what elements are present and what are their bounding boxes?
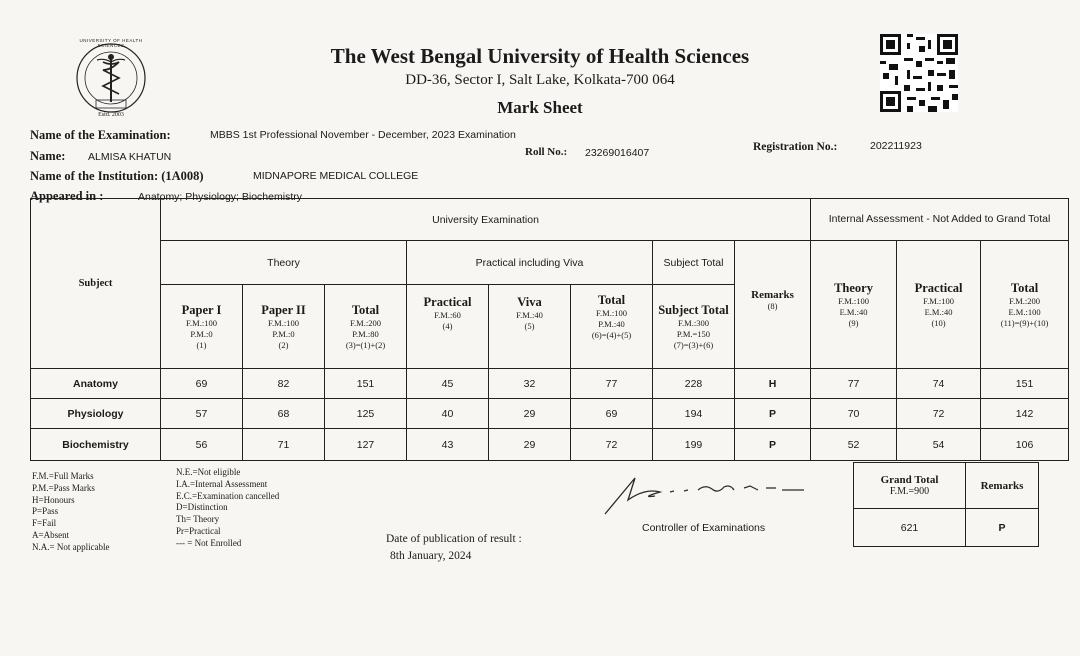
paper-1-header: Paper I F.M.:100 P.M.:0 (1): [161, 285, 243, 369]
subject-name: Anatomy: [31, 369, 161, 399]
exam-label: Name of the Examination:: [30, 128, 171, 142]
legend-middle: N.E.=Not eligible I.A.=Internal Assessment E.C.=Examination cancelled D=Distinction Th= Theory Pr=Practical --- = Not Enrolled: [176, 467, 280, 548]
theory-total: 127: [325, 429, 407, 461]
mark-sheet-title: Mark Sheet: [497, 98, 583, 117]
ia-total-mark: 142: [981, 399, 1069, 429]
grand-remarks-value: P: [966, 509, 1039, 547]
remarks-value: P: [735, 429, 811, 461]
subject-total-group-header: Subject Total: [653, 241, 735, 285]
ia-theory-mark: 70: [811, 399, 897, 429]
practical-total: 77: [571, 369, 653, 399]
paper-2-mark: 68: [243, 399, 325, 429]
viva-mark: 29: [489, 429, 571, 461]
publication-date: 8th January, 2024: [390, 550, 472, 562]
legend-left: F.M.=Full Marks P.M.=Pass Marks H=Honours P=Pass F=Fail A=Absent N.A.= Not applicable: [32, 471, 110, 552]
institution-value: MIDNAPORE MEDICAL COLLEGE: [253, 170, 419, 182]
subject-total: 228: [653, 369, 735, 399]
registration-label: Registration No.:: [753, 141, 838, 153]
subject-name: Biochemistry: [31, 429, 161, 461]
name-value: ALMISA KHATUN: [88, 151, 172, 163]
table-row: [31, 429, 1069, 461]
institution-label: Name of the Institution: (1A008): [30, 169, 204, 183]
practical-group-header: Practical including Viva: [407, 241, 653, 285]
practical-header: Practical F.M.:60 (4): [407, 285, 489, 369]
logo-ring-text: UNIVERSITY OF HEALTH SCIENCES: [79, 38, 143, 48]
remarks-header-cell: [735, 241, 811, 369]
grand-total-value: 621: [854, 509, 966, 547]
qr-code-icon: [880, 34, 958, 112]
viva-header: Viva F.M.:40 (5): [489, 285, 571, 369]
roll-label: Roll No.:: [525, 146, 568, 158]
subject-name: Physiology: [31, 399, 161, 429]
remarks-subscript: (8): [767, 301, 778, 311]
exam-value: MBBS 1st Professional November - December, 2023 Examination: [210, 129, 516, 141]
paper-1-mark: 56: [161, 429, 243, 461]
theory-total-header: Total F.M.:200 P.M.:80 (3)=(1)+(2): [325, 285, 407, 369]
grand-remarks-header: Remarks: [966, 463, 1039, 509]
subject-total: 194: [653, 399, 735, 429]
ia-theory-mark: 77: [811, 369, 897, 399]
grand-total-fm: F.M.=900: [889, 486, 930, 497]
marks-table: [30, 198, 1069, 461]
subject-header: Subject: [31, 199, 161, 369]
subject-total-header: Subject Total F.M.:300 P.M.=150 (7)=(3)+(6): [653, 285, 735, 369]
appeared-value: Anatomy; Physiology; Biochemistry: [138, 191, 302, 203]
grand-total-table: [853, 462, 1039, 547]
university-address: DD-36, Sector I, Salt Lake, Kolkata-700 064: [405, 72, 675, 88]
ia-theory-header: Theory F.M.:100 E.M.:40 (9): [811, 241, 897, 369]
controller-title: Controller of Examinations: [642, 522, 766, 534]
subject-total: 199: [653, 429, 735, 461]
paper-1-mark: 69: [161, 369, 243, 399]
remarks-header: Remarks: [751, 289, 794, 301]
ia-practical-mark: 74: [897, 369, 981, 399]
university-title: The West Bengal University of Health Sciences: [330, 44, 750, 68]
ia-total-header: Total F.M.:200 E.M.:100 (11)=(9)+(10): [981, 241, 1069, 369]
signature-scribble-icon: [600, 470, 815, 520]
paper-1-mark: 57: [161, 399, 243, 429]
practical-total: 72: [571, 429, 653, 461]
practical-total: 69: [571, 399, 653, 429]
practical-total-header: Total F.M.:100 P.M.:40 (6)=(4)+(5): [571, 285, 653, 369]
grand-total-header: [854, 463, 966, 509]
grand-total-title: Grand Total: [880, 474, 939, 486]
remarks-value: P: [735, 399, 811, 429]
ia-practical-mark: 54: [897, 429, 981, 461]
paper-2-mark: 82: [243, 369, 325, 399]
ia-theory-mark: 52: [811, 429, 897, 461]
logo-estd: Estd. 2003: [98, 112, 124, 118]
viva-mark: 29: [489, 399, 571, 429]
table-row: [31, 369, 1069, 399]
roll-value: 23269016407: [585, 147, 650, 159]
theory-group-header: Theory: [161, 241, 407, 285]
university-exam-header: University Examination: [161, 199, 811, 241]
remarks-value: H: [735, 369, 811, 399]
name-label: Name:: [30, 149, 66, 163]
paper-2-mark: 71: [243, 429, 325, 461]
registration-value: 202211923: [870, 140, 922, 152]
practical-mark: 40: [407, 399, 489, 429]
ia-practical-header: Practical F.M.:100 E.M.:40 (10): [897, 241, 981, 369]
theory-total: 125: [325, 399, 407, 429]
practical-mark: 43: [407, 429, 489, 461]
appeared-label: Appeared in :: [30, 189, 104, 203]
internal-assessment-header: Internal Assessment - Not Added to Grand Total: [811, 199, 1069, 241]
viva-mark: 32: [489, 369, 571, 399]
ia-total-mark: 151: [981, 369, 1069, 399]
table-row: [31, 399, 1069, 429]
publication-label: Date of publication of result :: [386, 533, 522, 545]
paper-2-header: Paper II F.M.:100 P.M.:0 (2): [243, 285, 325, 369]
ia-total-mark: 106: [981, 429, 1069, 461]
theory-total: 151: [325, 369, 407, 399]
ia-practical-mark: 72: [897, 399, 981, 429]
practical-mark: 45: [407, 369, 489, 399]
